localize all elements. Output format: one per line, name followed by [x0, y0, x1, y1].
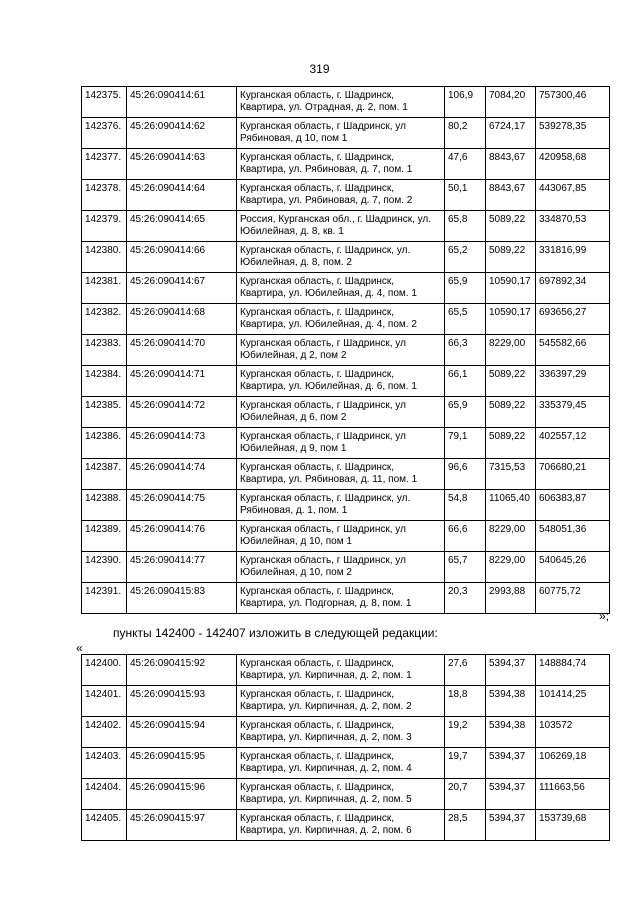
cadastral-number-cell: 45:26:090415:93: [127, 686, 237, 717]
unit-value-cell: 7084,20: [486, 87, 536, 118]
item-number-cell: 142382.: [82, 304, 127, 335]
area-cell: 65,8: [445, 211, 486, 242]
item-number-cell: 142377.: [82, 149, 127, 180]
table-row: [82, 87, 610, 118]
item-number-cell: 142375.: [82, 87, 127, 118]
address-cell: Курганская область, г Шадринск, ул Юбилейная, д 10, пом 1: [237, 521, 445, 552]
cadastral-number-cell: 45:26:090414:75: [127, 490, 237, 521]
cadastral-number-cell: 45:26:090415:92: [127, 655, 237, 686]
area-cell: 65,9: [445, 273, 486, 304]
area-cell: 27,6: [445, 655, 486, 686]
cadastral-number-cell: 45:26:090414:61: [127, 87, 237, 118]
cadastral-value-cell: 693656,27: [536, 304, 610, 335]
address-cell: Курганская область, г. Шадринск, Квартира, ул. Юбилейная, д. 6, пом. 1: [237, 366, 445, 397]
property-table-1: [81, 86, 610, 614]
cadastral-number-cell: 45:26:090414:73: [127, 428, 237, 459]
cadastral-value-cell: 697892,34: [536, 273, 610, 304]
table-row: [82, 490, 610, 521]
area-cell: 66,6: [445, 521, 486, 552]
area-cell: 47,6: [445, 149, 486, 180]
amendment-instruction: пункты 142400 - 142407 изложить в следующей редакции:: [113, 626, 438, 640]
area-cell: 19,7: [445, 748, 486, 779]
address-cell: Курганская область, г. Шадринск, Квартира, ул. Кирпичная, д. 2, пом. 5: [237, 779, 445, 810]
cadastral-value-cell: 60775,72: [536, 583, 610, 614]
cadastral-value-cell: 103572: [536, 717, 610, 748]
property-table-2-body: [82, 655, 610, 841]
table-row: [82, 552, 610, 583]
area-cell: 50,1: [445, 180, 486, 211]
item-number-cell: 142405.: [82, 810, 127, 841]
address-cell: Курганская область, г. Шадринск, Квартира, ул. Подгорная, д. 8, пом. 1: [237, 583, 445, 614]
address-cell: Курганская область, г. Шадринск, Квартира, ул. Рябиновая, д. 11, пом. 1: [237, 459, 445, 490]
area-cell: 106,9: [445, 87, 486, 118]
cadastral-value-cell: 335379,45: [536, 397, 610, 428]
area-cell: 96,6: [445, 459, 486, 490]
table-row: [82, 335, 610, 366]
area-cell: 19,2: [445, 717, 486, 748]
table-row: [82, 273, 610, 304]
unit-value-cell: 8843,67: [486, 149, 536, 180]
opening-quote-mark: «: [76, 641, 83, 655]
table-row: [82, 242, 610, 273]
area-cell: 65,9: [445, 397, 486, 428]
area-cell: 65,5: [445, 304, 486, 335]
cadastral-number-cell: 45:26:090415:95: [127, 748, 237, 779]
cadastral-value-cell: 153739,68: [536, 810, 610, 841]
cadastral-number-cell: 45:26:090414:76: [127, 521, 237, 552]
cadastral-value-cell: 101414,25: [536, 686, 610, 717]
address-cell: Курганская область, г. Шадринск, Квартира, ул. Кирпичная, д. 2, пом. 4: [237, 748, 445, 779]
area-cell: 18,8: [445, 686, 486, 717]
address-cell: Курганская область, г. Шадринск, Квартира, ул. Кирпичная, д. 2, пом. 1: [237, 655, 445, 686]
cadastral-number-cell: 45:26:090414:77: [127, 552, 237, 583]
area-cell: 79,1: [445, 428, 486, 459]
unit-value-cell: 7315,53: [486, 459, 536, 490]
area-cell: 66,1: [445, 366, 486, 397]
address-cell: Курганская область, г. Шадринск, Квартира, ул. Кирпичная, д. 2, пом. 3: [237, 717, 445, 748]
cadastral-number-cell: 45:26:090414:74: [127, 459, 237, 490]
unit-value-cell: 5394,38: [486, 686, 536, 717]
table-row: [82, 180, 610, 211]
cadastral-value-cell: 443067,85: [536, 180, 610, 211]
unit-value-cell: 2993,88: [486, 583, 536, 614]
address-cell: Курганская область, г Шадринск, ул Юбилейная, д 10, пом 2: [237, 552, 445, 583]
cadastral-value-cell: 420958,68: [536, 149, 610, 180]
address-cell: Курганская область, г. Шадринск, Квартира, ул. Юбилейная, д. 4, пом. 1: [237, 273, 445, 304]
cadastral-value-cell: 539278,35: [536, 118, 610, 149]
unit-value-cell: 8229,00: [486, 521, 536, 552]
cadastral-value-cell: 706680,21: [536, 459, 610, 490]
cadastral-number-cell: 45:26:090414:62: [127, 118, 237, 149]
cadastral-value-cell: 148884,74: [536, 655, 610, 686]
cadastral-value-cell: 402557,12: [536, 428, 610, 459]
item-number-cell: 142380.: [82, 242, 127, 273]
table-row: [82, 118, 610, 149]
item-number-cell: 142404.: [82, 779, 127, 810]
cadastral-number-cell: 45:26:090414:68: [127, 304, 237, 335]
cadastral-number-cell: 45:26:090415:96: [127, 779, 237, 810]
table-row: [82, 211, 610, 242]
table-row: [82, 366, 610, 397]
table-row: [82, 748, 610, 779]
unit-value-cell: 5394,37: [486, 748, 536, 779]
area-cell: 65,2: [445, 242, 486, 273]
cadastral-number-cell: 45:26:090414:63: [127, 149, 237, 180]
address-cell: Курганская область, г Шадринск, ул Юбилейная, д 6, пом 2: [237, 397, 445, 428]
item-number-cell: 142378.: [82, 180, 127, 211]
unit-value-cell: 5394,38: [486, 717, 536, 748]
item-number-cell: 142381.: [82, 273, 127, 304]
cadastral-value-cell: 336397,29: [536, 366, 610, 397]
unit-value-cell: 5089,22: [486, 428, 536, 459]
table-row: [82, 149, 610, 180]
table-row: [82, 304, 610, 335]
area-cell: 20,3: [445, 583, 486, 614]
cadastral-value-cell: 548051,36: [536, 521, 610, 552]
table-row: [82, 810, 610, 841]
item-number-cell: 142379.: [82, 211, 127, 242]
area-cell: 66,3: [445, 335, 486, 366]
item-number-cell: 142390.: [82, 552, 127, 583]
area-cell: 20,7: [445, 779, 486, 810]
cadastral-value-cell: 106269,18: [536, 748, 610, 779]
unit-value-cell: 8229,00: [486, 335, 536, 366]
cadastral-number-cell: 45:26:090414:72: [127, 397, 237, 428]
cadastral-value-cell: 111663,56: [536, 779, 610, 810]
address-cell: Курганская область, г. Шадринск, ул. Рябиновая, д. 1, пом. 1: [237, 490, 445, 521]
table-row: [82, 397, 610, 428]
item-number-cell: 142403.: [82, 748, 127, 779]
item-number-cell: 142376.: [82, 118, 127, 149]
address-cell: Курганская область, г. Шадринск, ул. Юбилейная, д. 8, пом. 2: [237, 242, 445, 273]
address-cell: Курганская область, г. Шадринск, Квартира, ул. Отрадная, д. 2, пом. 1: [237, 87, 445, 118]
cadastral-value-cell: 540645,26: [536, 552, 610, 583]
table-row: [82, 655, 610, 686]
page-number: 319: [309, 62, 330, 76]
cadastral-number-cell: 45:26:090414:64: [127, 180, 237, 211]
table-row: [82, 583, 610, 614]
address-cell: Курганская область, г. Шадринск, Квартира, ул. Кирпичная, д. 2, пом. 6: [237, 810, 445, 841]
item-number-cell: 142387.: [82, 459, 127, 490]
unit-value-cell: 6724,17: [486, 118, 536, 149]
cadastral-value-cell: 757300,46: [536, 87, 610, 118]
area-cell: 65,7: [445, 552, 486, 583]
cadastral-number-cell: 45:26:090414:65: [127, 211, 237, 242]
address-cell: Курганская область, г Шадринск, ул Юбилейная, д 2, пом 2: [237, 335, 445, 366]
unit-value-cell: 8843,67: [486, 180, 536, 211]
area-cell: 54,8: [445, 490, 486, 521]
area-cell: 28,5: [445, 810, 486, 841]
unit-value-cell: 5394,37: [486, 810, 536, 841]
item-number-cell: 142384.: [82, 366, 127, 397]
table-row: [82, 428, 610, 459]
cadastral-number-cell: 45:26:090414:66: [127, 242, 237, 273]
unit-value-cell: 10590,17: [486, 304, 536, 335]
cadastral-number-cell: 45:26:090415:83: [127, 583, 237, 614]
unit-value-cell: 8229,00: [486, 552, 536, 583]
address-cell: Курганская область, г. Шадринск, Квартира, ул. Рябиновая, д. 7, пом. 1: [237, 149, 445, 180]
cadastral-number-cell: 45:26:090414:71: [127, 366, 237, 397]
address-cell: Курганская область, г Шадринск, ул Рябиновая, д 10, пом 1: [237, 118, 445, 149]
table-row: [82, 779, 610, 810]
property-table-1-body: [82, 87, 610, 614]
closing-quote-mark: »;: [598, 609, 609, 623]
address-cell: Россия, Курганская обл., г. Шадринск, ул. Юбилейная, д. 8, кв. 1: [237, 211, 445, 242]
item-number-cell: 142385.: [82, 397, 127, 428]
unit-value-cell: 5089,22: [486, 242, 536, 273]
item-number-cell: 142386.: [82, 428, 127, 459]
cadastral-value-cell: 331816,99: [536, 242, 610, 273]
table-row: [82, 521, 610, 552]
table-row: [82, 459, 610, 490]
cadastral-number-cell: 45:26:090414:70: [127, 335, 237, 366]
table-row: [82, 717, 610, 748]
item-number-cell: 142383.: [82, 335, 127, 366]
unit-value-cell: 5394,37: [486, 655, 536, 686]
cadastral-number-cell: 45:26:090415:97: [127, 810, 237, 841]
item-number-cell: 142402.: [82, 717, 127, 748]
cadastral-value-cell: 545582,66: [536, 335, 610, 366]
address-cell: Курганская область, г. Шадринск, Квартира, ул. Кирпичная, д. 2, пом. 2: [237, 686, 445, 717]
cadastral-number-cell: 45:26:090415:94: [127, 717, 237, 748]
unit-value-cell: 5394,37: [486, 779, 536, 810]
unit-value-cell: 11065,40: [486, 490, 536, 521]
unit-value-cell: 5089,22: [486, 366, 536, 397]
unit-value-cell: 5089,22: [486, 397, 536, 428]
property-table-2: [81, 654, 610, 841]
cadastral-number-cell: 45:26:090414:67: [127, 273, 237, 304]
item-number-cell: 142388.: [82, 490, 127, 521]
unit-value-cell: 10590,17: [486, 273, 536, 304]
area-cell: 80,2: [445, 118, 486, 149]
item-number-cell: 142389.: [82, 521, 127, 552]
address-cell: Курганская область, г. Шадринск, Квартира, ул. Юбилейная, д. 4, пом. 2: [237, 304, 445, 335]
address-cell: Курганская область, г. Шадринск, Квартира, ул. Рябиновая, д. 7, пом. 2: [237, 180, 445, 211]
item-number-cell: 142401.: [82, 686, 127, 717]
unit-value-cell: 5089,22: [486, 211, 536, 242]
cadastral-value-cell: 334870,53: [536, 211, 610, 242]
address-cell: Курганская область, г Шадринск, ул Юбилейная, д 9, пом 1: [237, 428, 445, 459]
item-number-cell: 142400.: [82, 655, 127, 686]
cadastral-value-cell: 606383,87: [536, 490, 610, 521]
table-row: [82, 686, 610, 717]
item-number-cell: 142391.: [82, 583, 127, 614]
